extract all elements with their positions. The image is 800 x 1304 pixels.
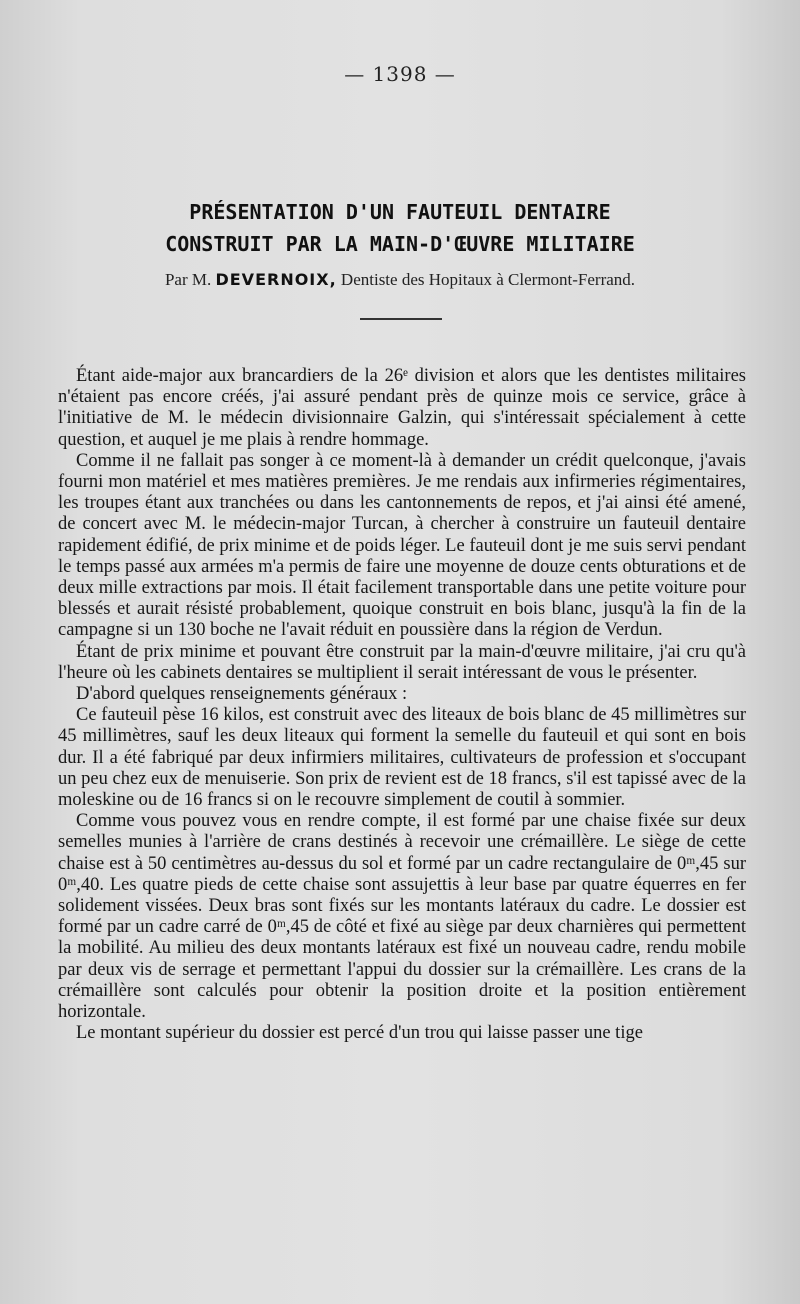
paragraph: Étant de prix minime et pouvant être construit par la main-d'œuvre militaire, j'ai cru qu'à l'heure où les cabinets dentaires se multiplient il serait intéressant de vous le présenter. [58,641,746,683]
paragraph: Ce fauteuil pèse 16 kilos, est construit avec des liteaux de bois blanc de 45 millimètres sur 45 millimètres, sauf les deux liteaux qui forment la semelle du fauteuil et qui sont en bois dur. Il a été fabriqué par deux infirmiers militaires, cultivateurs de profession et s'occupant un peu chez eux de menuiserie. Son prix de revient est de 18 francs, s'il est tapissé avec de la moleskine ou de 16 francs si on le recouvre simplement de coutil à sommier. [58,705,746,811]
paragraph: Étant aide-major aux brancardiers de la 26ᵉ division et alors que les dentistes militaires n'étaient pas encore créés, j'ai assuré pendant près de quinze mois ce service, grâce à l'initiative de M. le médecin divisionnaire Galzin, qui s'intéressait spécialement à cette question, et auquel je me plais à rendre hommage. [58,366,746,450]
paragraph: D'abord quelques renseignements généraux : [76,684,408,705]
paragraph: Comme vous pouvez vous en rendre compte, il est formé par une chaise fixée sur deux semelles munies à l'arrière de crans destinés à recevoir une crémaillère. Le siège de cette chaise est à 50 centimètres au-dessus du sol et formé par un cadre rectangulaire de 0ᵐ,45 sur 0ᵐ,40. Les quatre pieds de cette chaise sont assujettis à leur base par quatre équerres en fer solidement vissées. Deux bras sont fixés sur les montants latéraux du cadre. Le dossier est formé par un cadre carré de 0ᵐ,45 de côté et fixé au siège par deux charnières qui permettent la mobilité. Au milieu des deux montants latéraux est fixé un nouveau cadre, rendu mobile par deux vis de serrage et permettant l'appui du dossier sur la crémaillère. Les crans de la crémaillère sont calculés pour obtenir la position droite et la position entièrement horizontale. [58,811,746,1023]
page-number: — 1398 — [344,62,456,86]
title-line-2: CONSTRUIT PAR LA MAIN-D'ŒUVRE MILITAIRE [165,232,635,256]
paragraph: Le montant supérieur du dossier est percé d'un trou qui laisse passer une tige [76,1023,643,1044]
author-name: DEVERNOIX, [215,270,337,289]
author-affiliation: Dentiste des Hopitaux à Clermont-Ferrand. [340,270,636,289]
article-title [90,196,710,260]
paragraph: Comme il ne fallait pas songer à ce moment-là à demander un crédit quelconque, j'avais fourni mon matériel et mes matières premières. Je me rendais aux infirmeries régimentaires, les troupes étant aux tranchées ou dans les cantonnements de repos, et j'ai ainsi été amené, de concert avec M. le médecin-major Turcan, à chercher à construire un fauteuil dentaire rapidement édifié, de prix minime et de poids léger. Le fauteuil dont je me suis servi pendant le temps passé aux armées m'a permis de faire une moyenne de douze cents obturations et de deux mille extractions par mois. Il était facilement transportable dans une petite voiture pour blessés et aurait résisté probablement, quoique construit en bois blanc, jusqu'à la fin de la campagne si un 130 boche ne l'avait réduit en poussière dans la région de Verdun. [58,450,746,641]
byline [0,270,800,290]
title-line-1: PRÉSENTATION D'UN FAUTEUIL DENTAIRE [189,200,611,224]
article-body [58,366,746,1045]
title-divider [360,318,442,320]
byline-prefix: Par M. [164,270,212,289]
